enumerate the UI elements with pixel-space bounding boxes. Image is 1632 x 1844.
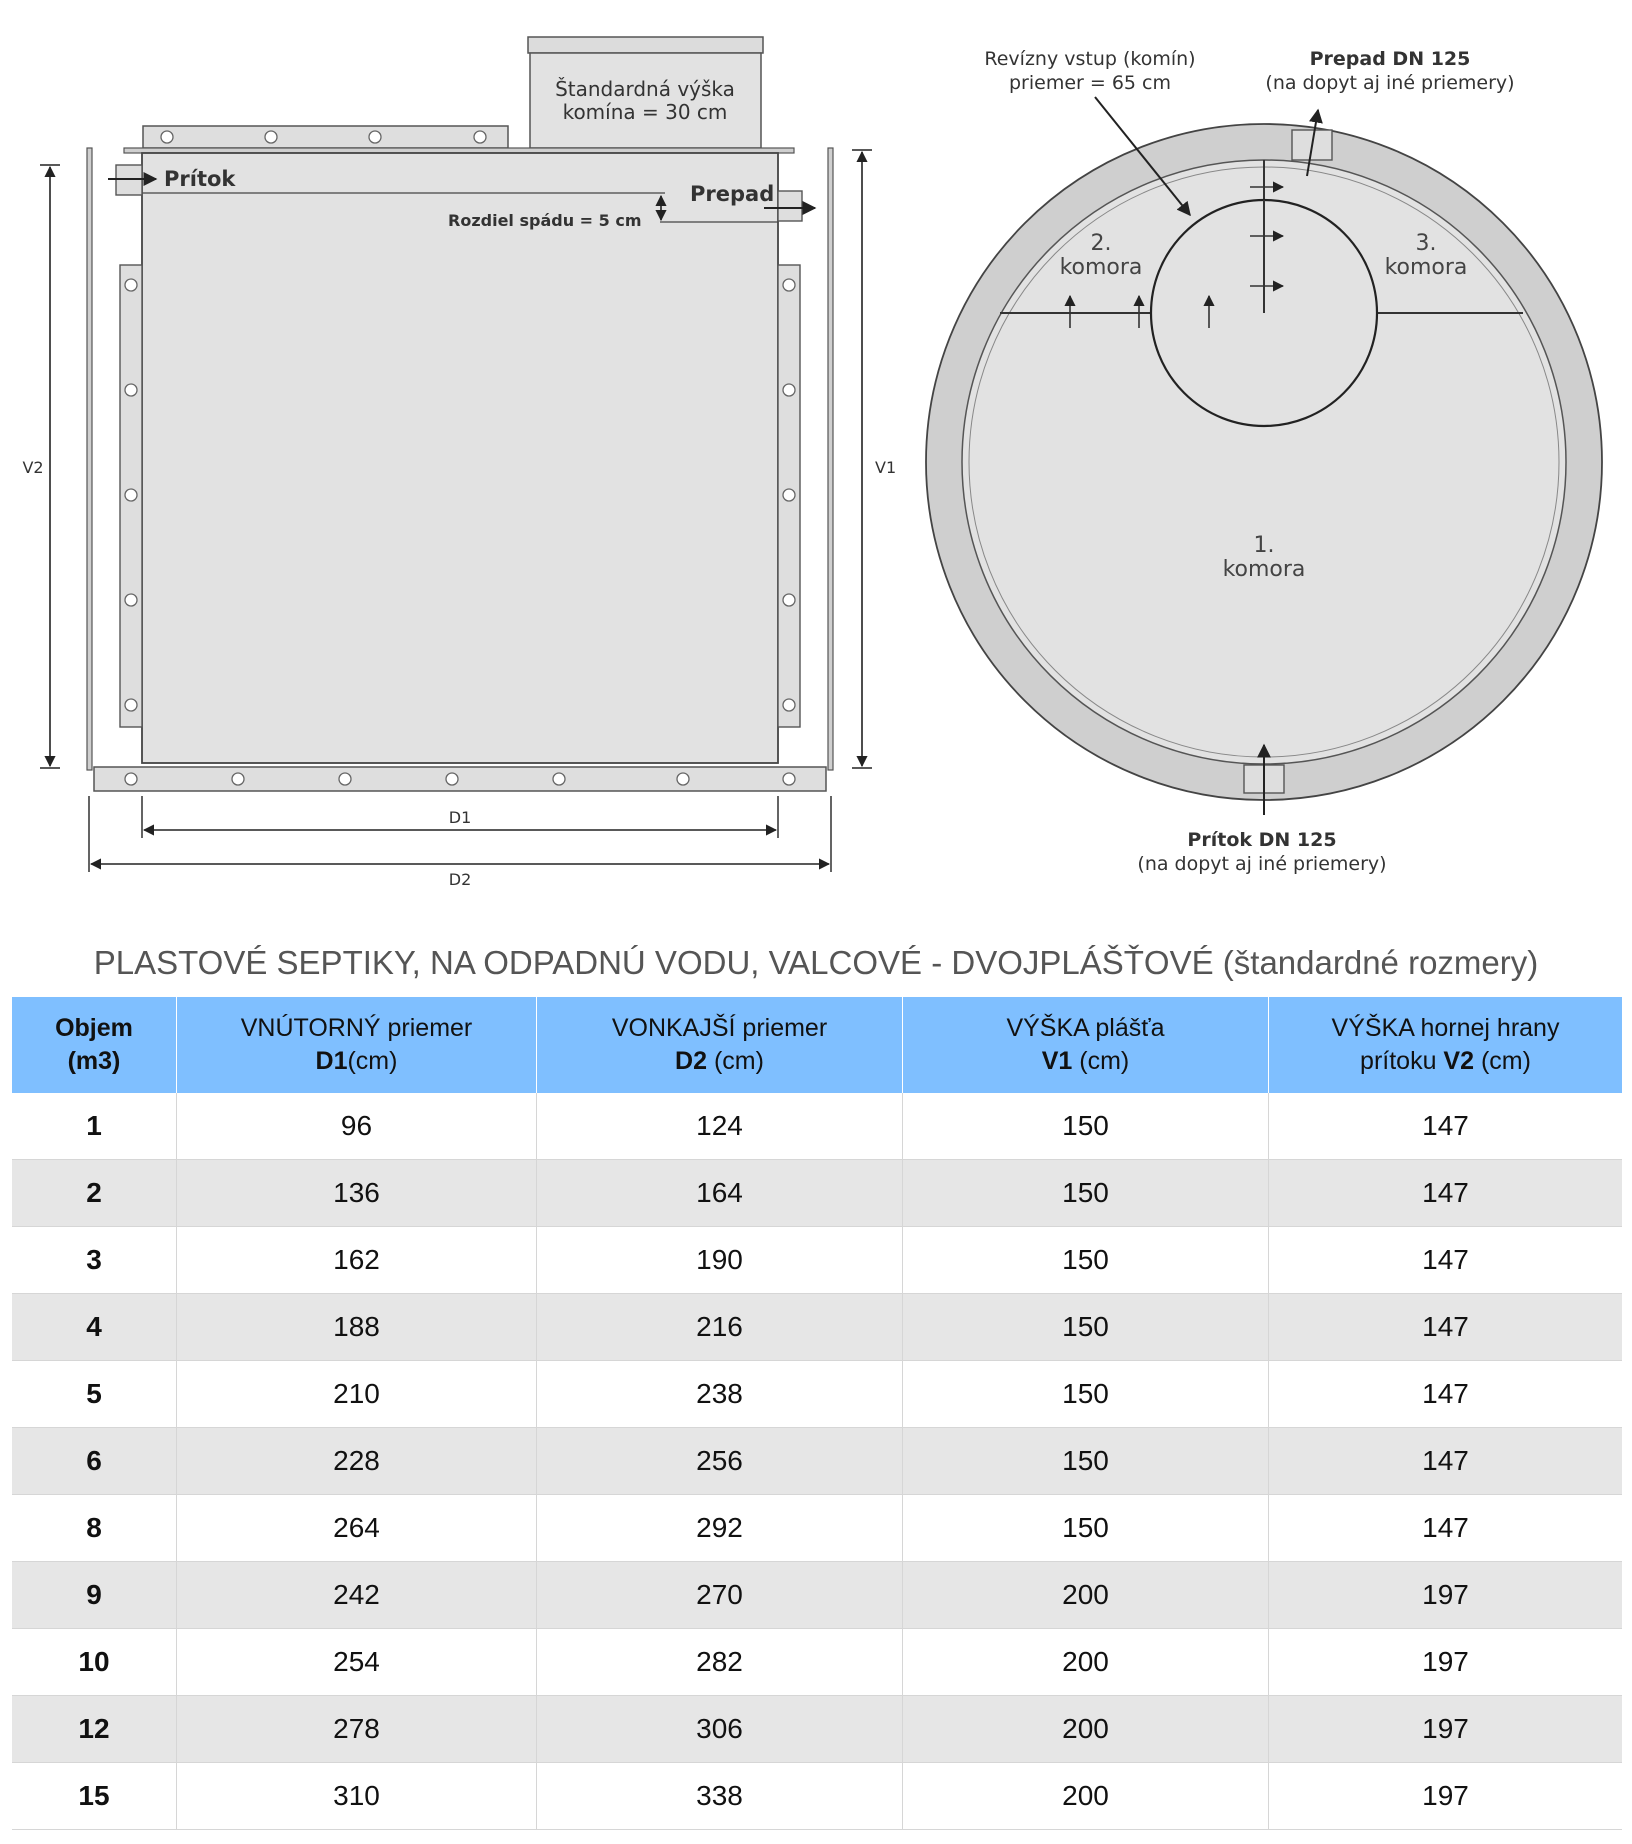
tank-body [142,153,778,763]
d2-label: D2 [448,870,472,889]
table-cell: 10 [12,1629,177,1696]
table-row [12,1227,1622,1294]
table-cell: 96 [177,1093,537,1160]
strip-bolt [125,594,137,606]
table-cell: 147 [1269,1160,1623,1227]
header-volume-line2: (m3) [67,1047,121,1075]
chamber-3-number: 3. [1415,231,1437,256]
table-cell: 228 [177,1428,537,1495]
header-outer-diameter [537,997,903,1093]
header-inner-diameter [177,997,537,1093]
table-cell: 147 [1269,1495,1623,1562]
table-cell: 150 [903,1227,1269,1294]
table-cell: 12 [12,1696,177,1763]
table-cell: 2 [12,1160,177,1227]
table-cell: 164 [537,1160,903,1227]
table-cell: 256 [537,1428,903,1495]
header-v2-unit: (cm) [1474,1047,1531,1075]
top-view [926,48,1602,875]
table-cell: 1 [12,1093,177,1160]
table-cell: 190 [537,1227,903,1294]
v1-label: V1 [875,458,897,477]
header-volume [12,997,177,1093]
flange-bolt [677,773,689,785]
table-cell: 124 [537,1093,903,1160]
chimney-cap [528,37,763,53]
chimney-label-2: komína = 30 cm [562,100,728,124]
table-cell: 5 [12,1361,177,1428]
table-cell: 197 [1269,1696,1623,1763]
access-label-2: priemer = 65 cm [1008,72,1172,94]
strip-bolt [783,384,795,396]
table-cell: 264 [177,1495,537,1562]
chamber-1-number: 1. [1253,533,1275,558]
table-cell: 9 [12,1562,177,1629]
table-row [12,1428,1622,1495]
table-cell: 6 [12,1428,177,1495]
outflow-title: Prepad DN 125 [1309,48,1471,70]
flange-bolt [265,131,277,143]
table-cell: 150 [903,1428,1269,1495]
inflow-note: (na dopyt aj iné priemery) [1137,853,1387,875]
table-cell: 200 [903,1696,1269,1763]
table-cell: 282 [537,1629,903,1696]
flange-bolt [369,131,381,143]
table-cell: 200 [903,1629,1269,1696]
strip-bolt [125,699,137,711]
table-cell: 147 [1269,1361,1623,1428]
septic-tank-diagram [0,0,1632,900]
table-cell: 136 [177,1160,537,1227]
table-cell: 150 [903,1160,1269,1227]
flange-bolt [783,773,795,785]
header-shell-height [903,997,1269,1093]
table-row [12,1629,1622,1696]
header-v2-pre: prítoku [1360,1047,1444,1075]
d1-label: D1 [448,808,472,827]
table-cell: 147 [1269,1428,1623,1495]
table-cell: 200 [903,1763,1269,1830]
table-row [12,1361,1622,1428]
table-cell: 188 [177,1294,537,1361]
header-v1-unit: (cm) [1072,1047,1130,1075]
table-row [12,1562,1622,1629]
strip-bolt [125,489,137,501]
access-label-1: Revízny vstup (komín) [984,48,1196,70]
header-volume-line1: Objem [55,1014,133,1042]
header-v1-symbol: V1 [1041,1047,1073,1075]
header-v2-symbol: V2 [1443,1047,1475,1075]
chamber-2-word: komora [1059,255,1143,280]
outer-shell-left [87,148,92,770]
table-cell: 197 [1269,1763,1623,1830]
table-cell: 338 [537,1763,903,1830]
top-flange [143,126,508,148]
strip-bolt [125,384,137,396]
table-title: PLASTOVÉ SEPTIKY, NA ODPADNÚ VODU, VALCOVÉ - DVOJPLÁŠŤOVÉ (štandardné rozmery) [93,944,1539,981]
flange-bolt [161,131,173,143]
chamber-3-word: komora [1384,255,1468,280]
table-cell: 254 [177,1629,537,1696]
inflow-title: Prítok DN 125 [1187,829,1337,851]
strip-bolt [783,594,795,606]
table-cell: 4 [12,1294,177,1361]
v2-label: V2 [22,458,44,477]
header-v2-line1: VÝŠKA hornej hrany [1331,1014,1560,1042]
strip-bolt [783,489,795,501]
table-cell: 210 [177,1361,537,1428]
table-row [12,1294,1622,1361]
table-cell: 162 [177,1227,537,1294]
table-cell: 150 [903,1093,1269,1160]
flange-bolt [125,773,137,785]
strip-bolt [783,699,795,711]
outer-shell-right [828,148,833,770]
flange-bolt [474,131,486,143]
table-cell: 242 [177,1562,537,1629]
table-cell: 147 [1269,1227,1623,1294]
fall-label: Rozdiel spádu = 5 cm [448,211,642,230]
header-v1-line1: VÝŠKA plášťa [1006,1014,1165,1042]
flange-bolt [553,773,565,785]
outflow-label: Prepad [690,182,775,206]
table-row [12,1160,1622,1227]
dimensions-table [12,997,1622,1830]
table-cell: 150 [903,1361,1269,1428]
table-cell: 8 [12,1495,177,1562]
table-cell: 197 [1269,1562,1623,1629]
table-cell: 147 [1269,1294,1623,1361]
header-d1-line1: VNÚTORNÝ priemer [240,1014,473,1042]
table-cell: 216 [537,1294,903,1361]
table-row [12,1763,1622,1830]
table-row [12,1696,1622,1763]
chamber-1-word: komora [1222,557,1306,582]
flange-bolt [446,773,458,785]
strip-bolt [125,279,137,291]
flange-bolt [339,773,351,785]
inflow-label: Prítok [164,167,236,191]
table-cell: 278 [177,1696,537,1763]
table-cell: 15 [12,1763,177,1830]
table-cell: 238 [537,1361,903,1428]
table-cell: 197 [1269,1629,1623,1696]
table-row [12,1093,1622,1160]
table-header-row [12,997,1622,1093]
table-cell: 3 [12,1227,177,1294]
table-cell: 147 [1269,1093,1623,1160]
side-view [22,37,896,889]
chimney-label-1: Štandardná výška [555,77,735,101]
bottom-flange [94,767,826,791]
outflow-pipe [778,191,802,221]
table-cell: 150 [903,1495,1269,1562]
table-cell: 310 [177,1763,537,1830]
header-inflow-height [1269,997,1623,1093]
header-d2-unit: (cm) [707,1047,764,1075]
table-cell: 150 [903,1294,1269,1361]
header-d2-symbol: D2 [675,1047,708,1075]
table-cell: 270 [537,1562,903,1629]
header-d1-symbol: D1 [315,1047,348,1075]
outflow-note: (na dopyt aj iné priemery) [1265,72,1515,94]
table-cell: 306 [537,1696,903,1763]
strip-bolt [783,279,795,291]
header-d1-unit: (cm) [347,1047,398,1075]
flange-bolt [232,773,244,785]
table-cell: 200 [903,1562,1269,1629]
header-d2-line1: VONKAJŠÍ priemer [611,1014,828,1042]
table-cell: 292 [537,1495,903,1562]
chamber-2-number: 2. [1090,231,1112,256]
table-row [12,1495,1622,1562]
